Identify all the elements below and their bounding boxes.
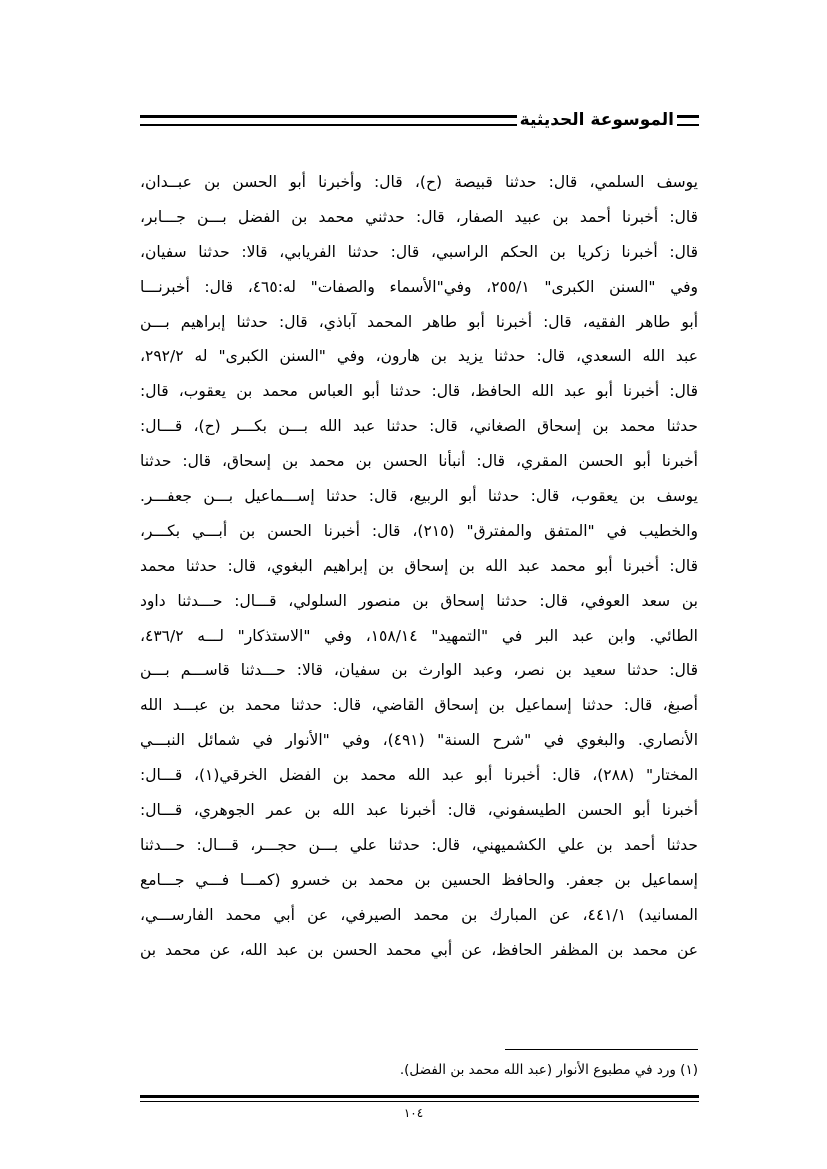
text-line: أبو طاهر الفقيه، قال: أخبرنا أبو طاهر المحمد آباذي، قال: حدثنا إبراهيم بـــن — [140, 312, 698, 331]
text-line: الطائي. وابن عبد البر في "التمهيد" ١٥٨/١٤، وفي "الاستذكار" لـــه ٤٣٦/٢، — [140, 626, 698, 645]
text-line: أخبرنا أبو الحسن الطيسفوني، قال: أخبرنا عبد الله بن عمر الجوهري، قـــال: — [140, 801, 698, 820]
text-line: والخطيب في "المتفق والمفترق" (٢١٥)، قال: أخبرنا الحسن بن أبـــي بكـــر، — [140, 521, 698, 540]
text-line: قال: أخبرنا أحمد بن عبيد الصفار، قال: حدثني محمد بن الفضل بـــن جـــابر، — [140, 207, 698, 226]
running-header — [140, 108, 699, 132]
text-line: الأنصاري. والبغوي في "شرح السنة" (٤٩١)، وفي "الأنوار في شمائل النبـــي — [140, 731, 698, 750]
text-line: إسماعيل بن جعفر. والحافظ الحسين بن محمد بن خسرو (كمـــا فـــي جـــامع — [140, 870, 698, 889]
text-line: قال: أخبرنا زكريا بن الحكم الراسبي، قال: حدثنا الفريابي، قالا: حدثنا سفيان، — [140, 242, 698, 261]
header-rule-left — [140, 115, 517, 126]
footnote-separator — [505, 1049, 698, 1050]
text-line: أصبغ، قال: حدثنا إسماعيل بن إسحاق القاضي، قال: حدثنا محمد بن عبـــد الله — [140, 696, 698, 715]
text-line: وفي "السنن الكبرى" ٢٥٥/١، وفي"الأسماء والصفات" له:٤٦٥، قال: أخبرنـــا — [140, 277, 698, 296]
text-line: عن محمد بن المظفر الحافظ، عن أبي محمد الحسن بن عبد الله، عن محمد بن — [140, 940, 698, 959]
text-line: حدثنا أحمد بن علي الكشميهني، قال: حدثنا علي بـــن حجـــر، قـــال: حـــدثنا — [140, 835, 698, 854]
footnote: (١) ورد في مطبوع الأنوار (عبد الله محمد بن الفضل). — [399, 1062, 698, 1078]
text-line: بن سعد العوفي، قال: حدثنا إسحاق بن منصور السلولي، قـــال: حـــدثنا داود — [140, 591, 698, 610]
text-line: يوسف بن يعقوب، قال: حدثنا أبو الربيع، قال: حدثنا إســـماعيل بـــن جعفـــر. — [140, 487, 698, 506]
page-number: ١٠٤ — [403, 1106, 424, 1120]
main-text — [140, 165, 698, 967]
text-line: المختار" (٢٨٨)، قال: أخبرنا أبو عبد الله محمد بن الفضل الخرقي(١)، قـــال: — [140, 766, 698, 785]
text-line: قال: أخبرنا أبو عبد الله الحافظ، قال: حدثنا أبو العباس محمد بن يعقوب، قال: — [140, 382, 698, 401]
footer-rule — [140, 1095, 699, 1102]
header-rule-right — [677, 115, 699, 126]
text-line: حدثنا محمد بن إسحاق الصغاني، قال: حدثنا عبد الله بـــن بكـــر (ح)، قـــال: — [140, 417, 698, 436]
header-title: الموسوعة الحديثية — [519, 110, 674, 130]
text-line: يوسف السلمي، قال: حدثنا قبيصة (ح)، قال: وأخبرنا أبو الحسن بن عبــدان، — [140, 173, 698, 191]
text-line: عبد الله السعدي، قال: حدثنا يزيد بن هارون، وفي "السنن الكبرى" له ٢٩٢/٢، — [140, 347, 698, 366]
text-line: المسانيد) ٤٤١/١، عن المبارك بن محمد الصيرفي، عن أبي محمد الفارســـي، — [140, 905, 698, 924]
text-line: قال: أخبرنا أبو محمد عبد الله بن إسحاق بن إبراهيم البغوي، قال: حدثنا محمد — [140, 556, 698, 575]
text-line: قال: حدثنا سعيد بن نصر، وعبد الوارث بن سفيان، قالا: حـــدثنا قاســـم بـــن — [140, 661, 698, 680]
text-line: أخبرنا أبو الحسن المقري، قال: أنبأنا الحسن بن محمد بن إسحاق، قال: حدثنا — [140, 452, 698, 471]
